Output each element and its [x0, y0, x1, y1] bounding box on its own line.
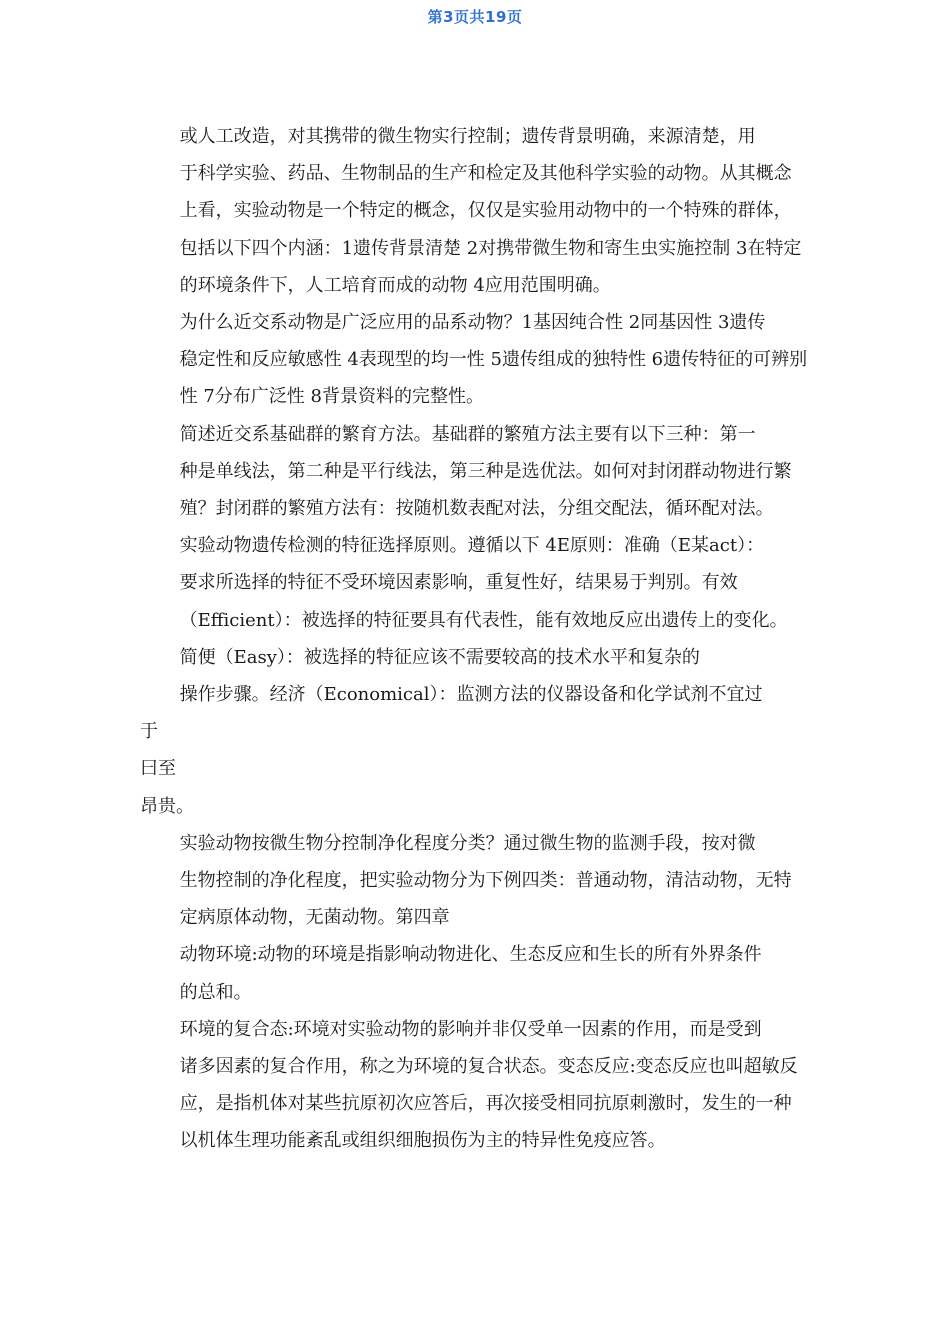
text-line: 简述近交系基础群的繁育方法。基础群的繁殖方法主要有以下三种：第一 [179, 423, 756, 445]
text-line: 上看，实验动物是一个特定的概念，仅仅是实验用动物中的一个特殊的群体， [179, 200, 792, 222]
text-line: 为什么近交系动物是广泛应用的品系动物？1基因纯合性 2同基因性 3遗传 [179, 312, 766, 334]
text-line: 昂贵。 [140, 795, 194, 817]
text-line: 动物环境:动物的环境是指影响动物进化、生态反应和生长的所有外界条件 [179, 944, 762, 966]
paragraph [140, 527, 810, 676]
text-line: 环境的复合态:环境对实验动物的影响并非仅受单一因素的作用，而是受到 [179, 1018, 762, 1040]
text-line: 操作步骤。经济（Economical）：监测方法的仪器设备和化学试剂不宜过 [179, 684, 763, 706]
text-line: 包括以下四个内涵：1遗传背景清楚 2对携带微生物和寄生虫实施控制 3在特定 [179, 237, 802, 259]
paragraph [140, 118, 810, 304]
paragraph [140, 416, 810, 528]
text-line: 诸多因素的复合作用，称之为环境的复合状态。变态反应:变态反应也叫超敏反 [179, 1056, 798, 1078]
paragraph [140, 936, 810, 1010]
paragraph [140, 825, 810, 937]
text-line: 种是单线法，第二种是平行线法，第三种是选优法。如何对封闭群动物进行繁 [179, 460, 792, 482]
text-line: 定病原体动物，无菌动物。第四章 [179, 907, 450, 929]
text-line: 稳定性和反应敏感性 4表现型的均一性 5遗传组成的独特性 6遗传特征的可辨别 [179, 349, 808, 371]
text-line: 或人工改造，对其携带的微生物实行控制；遗传背景明确，来源清楚，用 [179, 126, 756, 147]
text-line: 于 [140, 721, 158, 743]
text-line: 以机体生理功能紊乱或组织细胞损伤为主的特异性免疫应答。 [179, 1130, 666, 1152]
paragraph [140, 1011, 810, 1160]
text-line: 于科学实验、药品、生物制品的生产和检定及其他科学实验的动物。从其概念 [179, 163, 792, 185]
text-line: 实验动物遗传检测的特征选择原则。遵循以下 4E原则：准确（E某act）： [179, 535, 765, 557]
text-line: 应，是指机体对某些抗原初次应答后，再次接受相同抗原刺激时，发生的一种 [179, 1093, 792, 1115]
text-line: 生物控制的净化程度，把实验动物分为下例四类：普通动物，清洁动物，无特 [179, 870, 792, 892]
text-line: （Efficient）：被选择的特征要具有代表性，能有效地反应出遗传上的变化。 [179, 609, 788, 631]
document-body [140, 118, 810, 1160]
paragraph [140, 676, 810, 713]
paragraph [140, 304, 810, 416]
page-indicator: 第3页共19页 [427, 8, 523, 26]
text-line: 殖？封闭群的繁殖方法有：按随机数表配对法，分组交配法，循环配对法。 [179, 498, 774, 520]
text-line: 的总和。 [179, 981, 252, 1003]
text-line: 的环境条件下，人工培育而成的动物 4应用范围明确。 [179, 274, 611, 296]
text-line: 实验动物按微生物分控制净化程度分类？通过微生物的监测手段，按对微 [179, 832, 756, 854]
text-line: 要求所选择的特征不受环境因素影响，重复性好，结果易于判别。有效 [179, 572, 738, 594]
paragraph [140, 713, 810, 825]
text-line: 曰至 [140, 758, 176, 780]
text-line: 简便（Easy）：被选择的特征应该不需要较高的技术水平和复杂的 [179, 646, 700, 668]
text-line: 性 7分布广泛性 8背景资料的完整性。 [179, 386, 484, 408]
